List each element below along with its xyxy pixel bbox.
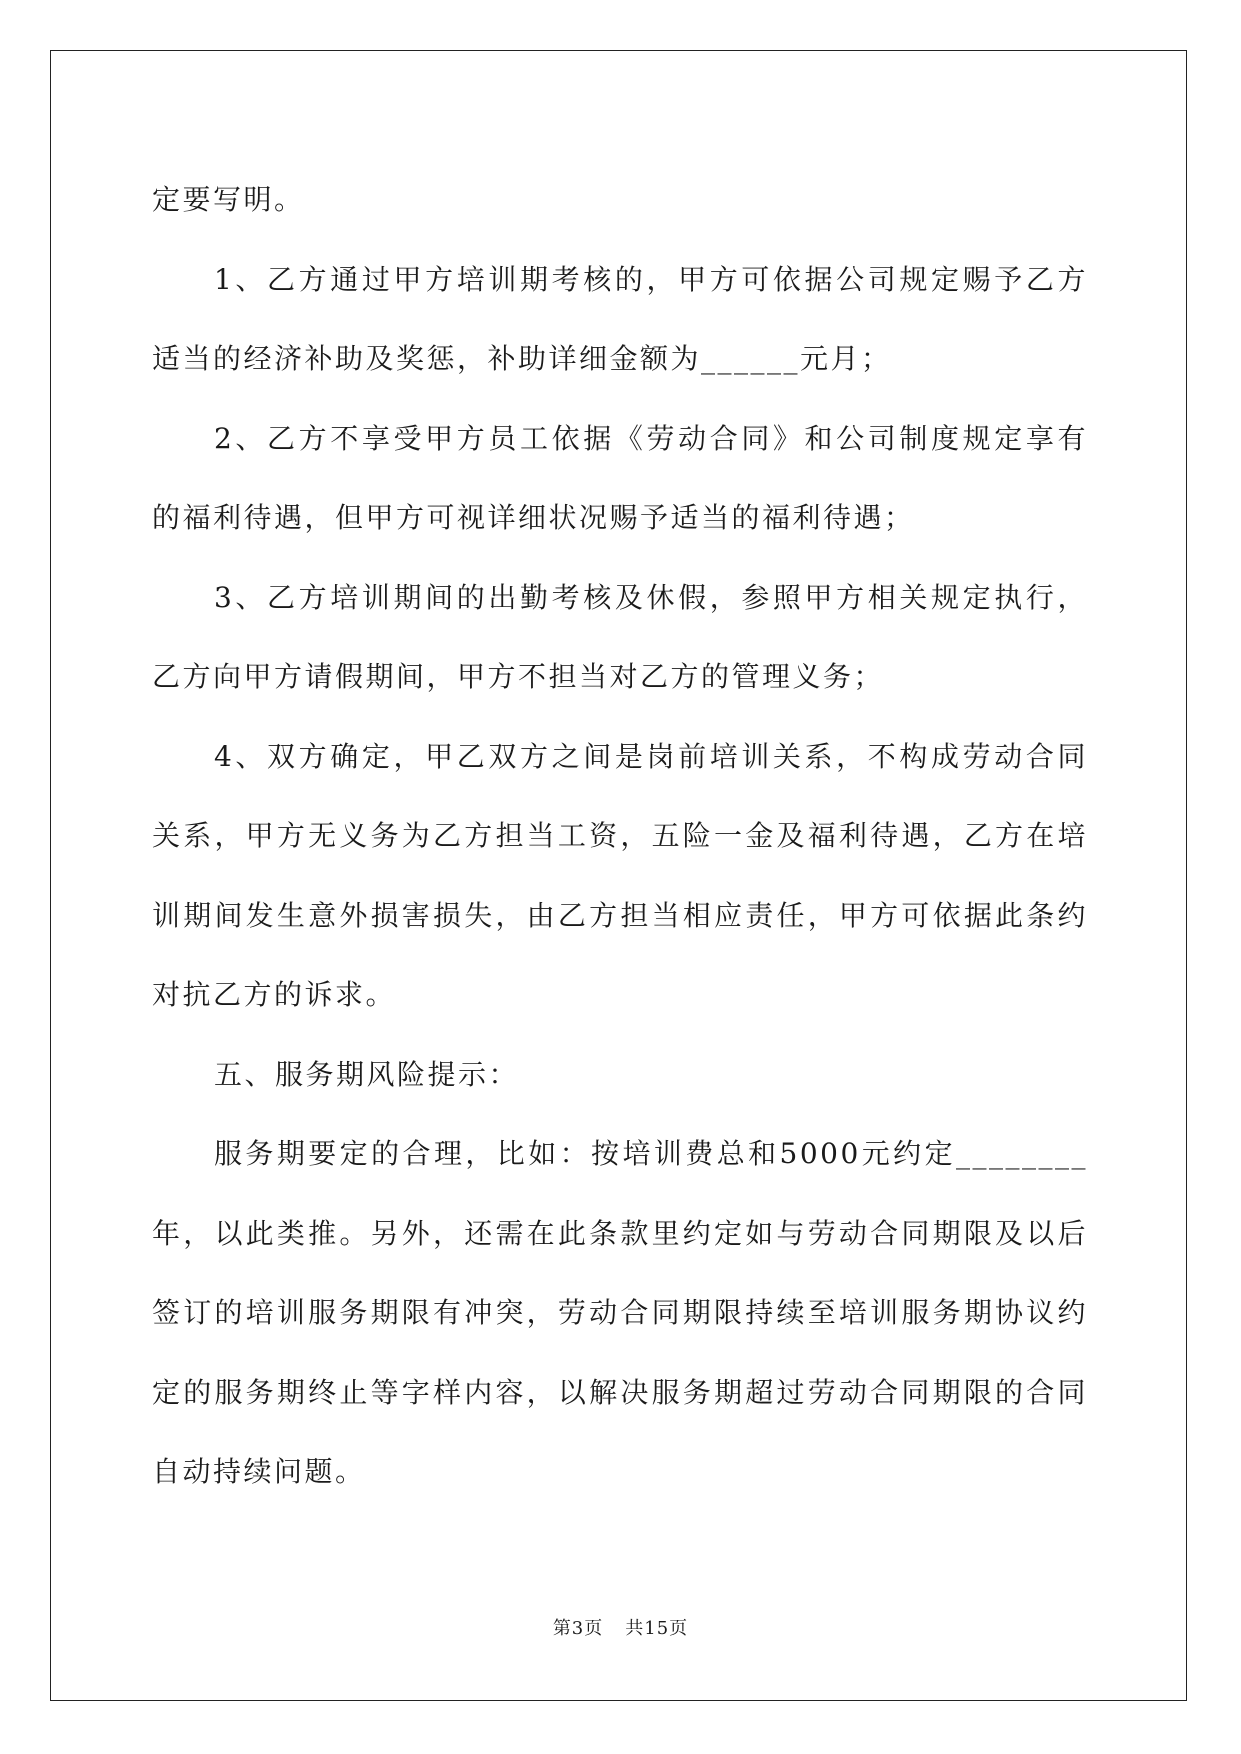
paragraph-continuation: 定要写明。 bbox=[152, 183, 305, 216]
paragraph-item-2: 2、乙方不享受甲方员工依据《劳动合同》和公司制度规定享有的福利待遇，但甲方可视详细状况赐予适当的福利待遇； bbox=[152, 421, 1088, 534]
document-body bbox=[152, 160, 1088, 1512]
paragraph-service-period: 服务期要定的合理，比如：按培训费总和5000元约定________年，以此类推。另外，还需在此条款里约定如与劳动合同期限及以后签订的培训服务期限有冲突，劳动合同期限持续至培训服务期协议约定的服务期终止等字样内容，以解决服务期超过劳动合同期限的合同自动持续问题。 bbox=[152, 1137, 1088, 1488]
paragraph-item-1: 1、乙方通过甲方培训期考核的，甲方可依据公司规定赐予乙方适当的经济补助及奖惩，补助详细金额为______元月； bbox=[152, 262, 1088, 375]
total-pages: 共15页 bbox=[625, 1618, 689, 1639]
paragraph-item-3: 3、乙方培训期间的出勤考核及休假，参照甲方相关规定执行，乙方向甲方请假期间，甲方不担当对乙方的管理义务； bbox=[152, 580, 1088, 693]
section-heading: 五、服务期风险提示： bbox=[214, 1057, 520, 1091]
page-number: 第3页 bbox=[552, 1618, 604, 1639]
page-footer bbox=[0, 1614, 1241, 1640]
paragraph-item-4: 4、双方确定，甲乙双方之间是岗前培训关系，不构成劳动合同关系，甲方无义务为乙方担当工资，五险一金及福利待遇，乙方在培训期间发生意外损害损失，由乙方担当相应责任，甲方可依据此条约对抗乙方的诉求。 bbox=[152, 739, 1088, 1011]
